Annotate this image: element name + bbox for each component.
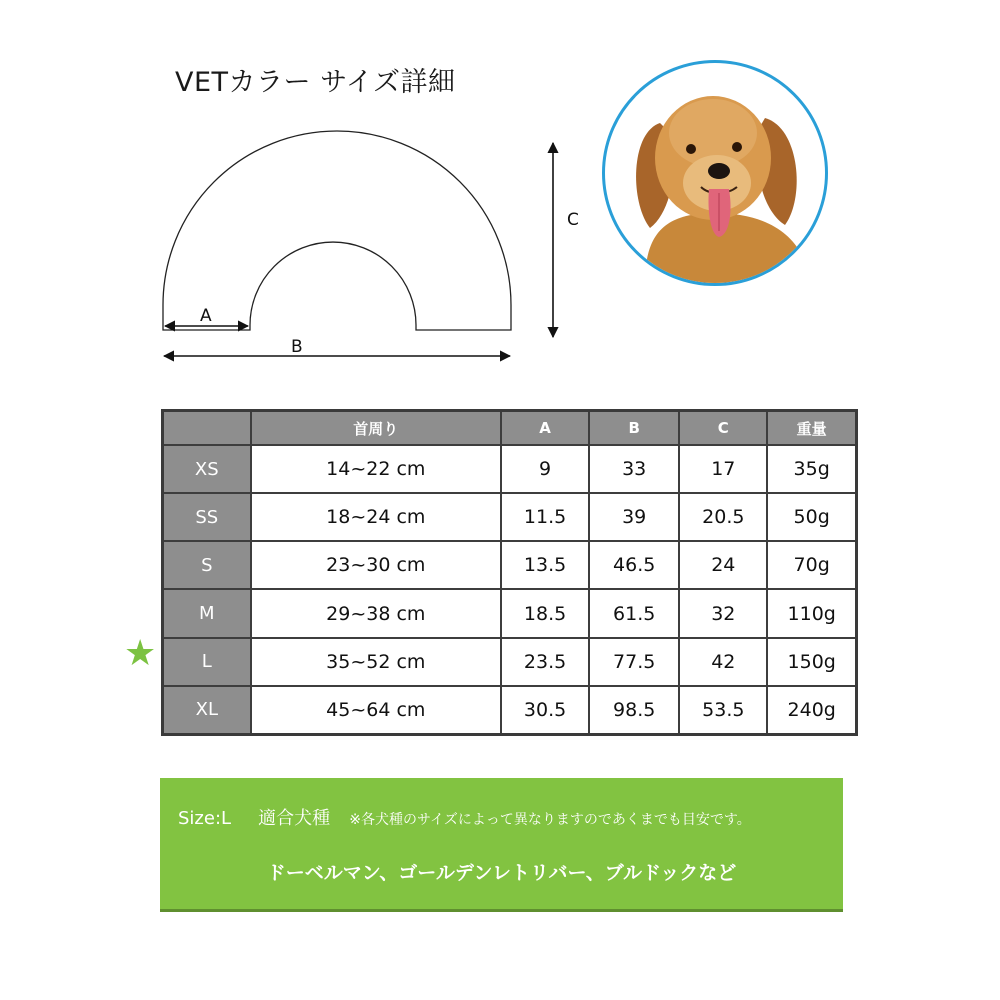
star-icon: ★ <box>124 633 157 674</box>
table-header-row <box>163 411 857 446</box>
size-cell: XL <box>163 686 251 735</box>
weight-cell: 240g <box>767 686 856 735</box>
a-cell: 13.5 <box>501 541 589 589</box>
c-cell: 53.5 <box>679 686 767 735</box>
neck-cell: 35~52 cm <box>251 638 501 686</box>
header-a: A <box>501 411 589 446</box>
dimension-a-label: A <box>200 306 212 326</box>
b-cell: 39 <box>589 493 679 541</box>
header-size <box>163 411 251 446</box>
header-neck: 首周り <box>251 411 501 446</box>
dimension-c-label: C <box>567 210 579 230</box>
weight-cell: 150g <box>767 638 856 686</box>
weight-cell: 50g <box>767 493 856 541</box>
header-c: C <box>679 411 767 446</box>
table-row <box>163 686 857 735</box>
dog-illustration <box>605 63 825 283</box>
info-header-line <box>178 804 751 830</box>
size-note: ※各犬種のサイズによって異なりますのであくまでも目安です。 <box>349 812 751 828</box>
size-cell: XS <box>163 445 251 493</box>
header-weight: 重量 <box>767 411 856 446</box>
dog-photo <box>602 60 828 286</box>
table-row <box>163 541 857 589</box>
dimension-b-label: B <box>291 337 303 357</box>
a-cell: 23.5 <box>501 638 589 686</box>
neck-cell: 18~24 cm <box>251 493 501 541</box>
b-cell: 61.5 <box>589 589 679 637</box>
weight-cell: 35g <box>767 445 856 493</box>
c-cell: 17 <box>679 445 767 493</box>
c-cell: 42 <box>679 638 767 686</box>
neck-cell: 29~38 cm <box>251 589 501 637</box>
size-cell: L <box>163 638 251 686</box>
breed-info-box <box>160 778 843 912</box>
breed-list: ドーベルマン、ゴールデンレトリバー、ブルドックなど <box>266 862 737 884</box>
breed-label: 適合犬種 <box>258 808 331 829</box>
neck-cell: 45~64 cm <box>251 686 501 735</box>
neck-cell: 23~30 cm <box>251 541 501 589</box>
table-row <box>163 589 857 637</box>
a-cell: 30.5 <box>501 686 589 735</box>
b-cell: 33 <box>589 445 679 493</box>
a-cell: 18.5 <box>501 589 589 637</box>
weight-cell: 110g <box>767 589 856 637</box>
c-cell: 20.5 <box>679 493 767 541</box>
a-cell: 9 <box>501 445 589 493</box>
table-row <box>163 493 857 541</box>
weight-cell: 70g <box>767 541 856 589</box>
page-title: VETカラー サイズ詳細 <box>175 67 456 98</box>
b-cell: 77.5 <box>589 638 679 686</box>
size-cell: SS <box>163 493 251 541</box>
c-cell: 24 <box>679 541 767 589</box>
size-cell: S <box>163 541 251 589</box>
size-table <box>161 409 858 736</box>
b-cell: 98.5 <box>589 686 679 735</box>
collar-diagram <box>0 0 1000 400</box>
size-label: Size:L <box>178 808 232 829</box>
size-cell: M <box>163 589 251 637</box>
b-cell: 46.5 <box>589 541 679 589</box>
collar-shape <box>163 131 511 330</box>
neck-cell: 14~22 cm <box>251 445 501 493</box>
c-cell: 32 <box>679 589 767 637</box>
table-row <box>163 638 857 686</box>
a-cell: 11.5 <box>501 493 589 541</box>
table-row <box>163 445 857 493</box>
header-b: B <box>589 411 679 446</box>
